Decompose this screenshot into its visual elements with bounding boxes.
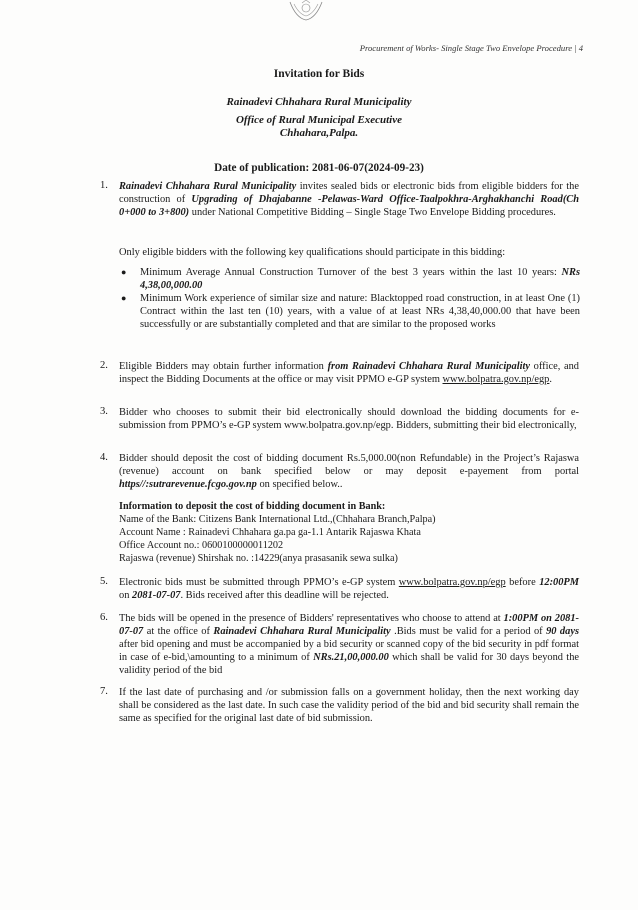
item-3-text: Bidder who chooses to submit their bid electronically should download the bidding documents for e-submission from PPMO’s e-GP system www.bolpatra.gov.np/egp. Bidders, submitting their bid electronically, xyxy=(119,407,579,431)
egp-link[interactable]: www.bolpatra.gov.np/egp xyxy=(442,374,550,385)
item-6-text: The bids will be opened in the presence of Bidders' representatives who choose to attend at 1:00PM on 2081-07-07 at the office of Rainadevi Chhahara Rural Municipality .Bids must be valid for a period of 90 days after bid opening and must be accompanied by a bid security or scanned copy of the bid security in pdf format in case of e-bid,\amounting to a minimum of NRs.21,00,000.00 which shall be valid for 30 days beyond the validity period of the bid xyxy=(119,613,579,676)
item-number-3: 3. xyxy=(100,406,108,417)
qualification-turnover: Minimum Average Annual Construction Turnover of the best 3 years within the last 10 years: NRs 4,38,00,000.00 xyxy=(140,267,580,291)
item-2-text: Eligible Bidders may obtain further information from Rainadevi Chhahara Rural Municipality office, and inspect the Bidding Documents at the office or may visit PPMO e-GP system www.bolpatra.gov.np/egp. xyxy=(119,361,580,385)
org-name: Rainadevi Chhahara Rural Municipality xyxy=(226,96,412,108)
bank-name: Name of the Bank: Citizens Bank International Ltd.,(Chhahara Branch,Palpa) xyxy=(119,514,436,525)
account-number: Office Account no.: 0600100000011202 xyxy=(119,540,284,551)
org-office: Office of Rural Municipal Executive xyxy=(235,114,402,126)
item-number-2: 2. xyxy=(100,360,108,371)
item-number-1: 1. xyxy=(100,180,108,191)
bank-info xyxy=(119,500,579,565)
revenue-code: Rajaswa (revenue) Shirshak no. :14229(anya prasasanik sewa sulka) xyxy=(119,553,398,564)
account-name: Account Name : Rainadevi Chhahara ga.pa ga-1.1 Antarik Rajaswa Khata xyxy=(119,527,421,538)
government-seal-icon xyxy=(282,0,330,22)
item-4-text: Bidder should deposit the cost of bidding document Rs.5,000.00(non Refundable) in the Project’s Rajaswa (revenue) account on bank specified below or may deposit e-payement from portal https//:sutrarevenue.fcgo.gov.np on specified below.. xyxy=(119,453,579,490)
item-number-5: 5. xyxy=(100,576,108,587)
bullet-icon: ● xyxy=(121,267,127,277)
bullet-icon: ● xyxy=(121,293,127,303)
org-location: Chhahara,Palpa. xyxy=(279,127,359,139)
item-1-text: Rainadevi Chhahara Rural Municipality invites sealed bids or electronic bids from eligible bidders for the construction of Upgrading of Dhajabanne -Pelawas-Ward Office-Taalpokhra-Arghakhanchi Road(Ch 0+000 to 3+800) under National Competitive Bidding – Single Stage Two Envelope Bidding procedures. xyxy=(119,181,579,218)
egp-link[interactable]: www.bolpatra.gov.np/egp xyxy=(398,577,506,588)
bank-info-heading: Information to deposit the cost of bidding document in Bank: xyxy=(119,501,386,512)
item-5-text: Electronic bids must be submitted through PPMO’s e-GP system www.bolpatra.gov.np/egp before 12:00PM on 2081-07-07. Bids received after this deadline will be rejected. xyxy=(119,577,580,601)
item-number-7: 7. xyxy=(100,686,108,697)
running-header: Procurement of Works- Single Stage Two Envelope Procedure | 4 xyxy=(359,43,583,53)
item-number-4: 4. xyxy=(100,452,108,463)
item-7-text: If the last date of purchasing and /or submission falls on a government holiday, then the next working day shall be considered as the last date. In such case the validity period of the bid and bid security shall remain the same as specified for the original last date of bid submission. xyxy=(119,687,579,724)
qualification-intro: Only eligible bidders with the following key qualifications should participate in this bidding: xyxy=(119,247,506,258)
page-title: Invitation for Bids xyxy=(273,68,365,80)
item-number-6: 6. xyxy=(100,612,108,623)
qualification-experience: Minimum Work experience of similar size and nature: Blacktopped road construction, in at least One (1) Contract within the last ten (10) years, with a value of at least NRs 4,38,40,000.00 that have been successfully or are substantially completed and that are similar to the proposed works xyxy=(140,293,580,330)
publication-date: Date of publication: 2081-06-07(2024-09-23) xyxy=(214,162,424,174)
